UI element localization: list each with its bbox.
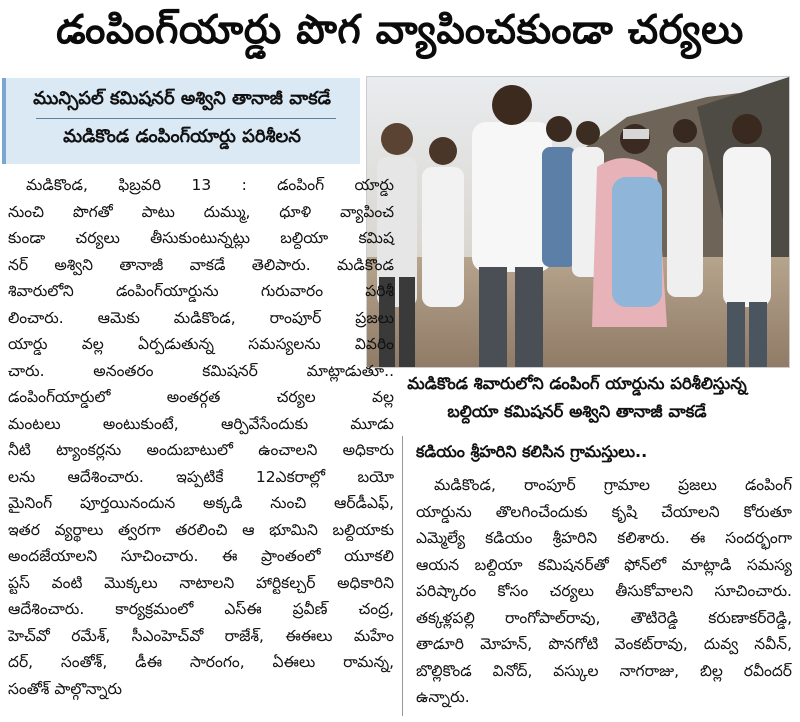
article-line: మైనింగ్ పూర్తయినందున అక్కడి నుంచి ఆర్‌డీఎఫ్, [8,494,394,512]
headline: డంపింగ్‌యార్డు పొగ వ్యాపించకుండా చర్యలు [56,7,744,53]
subhead-divider [36,118,336,119]
article-line: నుంచి పొగతో పాటు దుమ్ము, ధూళి వ్యాపించ [8,202,394,221]
article-line: ఇతర వ్యర్థాలు త్వరగా తరలించి ఆ భూమిని బల్దియాకు [8,520,394,539]
photo-illustration [367,77,789,367]
article-line: పరిష్కారం కోసం చర్యలు తీసుకోవాలని సూచించారు. [416,582,792,600]
article-line: కుండా చర్యలు తీసుకుంటున్నట్లు బల్దియా కమిష [8,229,394,247]
article-line: అందజేయాలని సూచించారు. ఈ ప్రాంతంలో యూకలి [8,547,394,565]
article-line: హెచ్‌వో రమేశ్, సీఎంహెచ్‌వో రాజేశ్, ఈఈలు మహేం [8,626,394,645]
article-right-heading: కడియం శ్రీహరిని కలిసిన గ్రామస్తులు.. [416,442,648,461]
subhead-line-1: మున్సిపల్ కమిషనర్ అశ్విని తానాజీ వాకడే [33,88,331,109]
subhead-box [2,78,360,164]
article-line: మంటలు అంటుకుంటే, ఆర్పివేసేందుకు మూడు [8,414,394,433]
article-line: తాడూరి మోహన్, పొనగోటి వెంకట్‌రావు, దువ్వ నవీన్, [416,635,792,653]
article-line: డంపింగ్‌యార్డులో అంతర్గత చర్యల వల్ల [8,388,394,406]
subhead-line-2: మడికొండ డంపింగ్‌యార్డు పరిశీలన [63,126,301,147]
article-line: తక్కళ్లపల్లి రాంగోపాల్‌రావు, తౌటిరెడ్డి కరుణాకర్‌రెడ్డి, [416,608,792,627]
article-line: శివారులోని డంపింగ్‌యార్డును గురువారం పరిశీ [8,282,394,300]
caption-line-1: మడికొండ శివారులోని డంపింగ్ యార్డును పరిశీలిస్తున్న [407,374,747,393]
news-photo [366,76,790,368]
article-line: నీటి ట్యాంకర్లను అందుబాటులో ఉంచాలని అధికారు [8,441,394,459]
article-line: లించారు. ఆమెకు మడికొండ, రాంపూర్ ప్రజలు [8,308,394,327]
article-line: సంతోశ్ పాల్గొన్నారు [8,679,123,698]
article-line: ఆదేశించారు. కార్యక్రమంలో ఎస్ఈ ప్రవీణ్ చంద్ర, [8,600,394,618]
article-line: నర్ అశ్విని తానాజీ వాకడే తెలిపారు. మడికొండ [8,255,394,274]
article-line: మడికొండ, ఫిబ్రవరి 13 : డంపింగ్ యార్డు [26,176,394,194]
article-line: బొల్లికొండ వినోద్, వస్కుల నాగరాజు, బిల్ల రవీందర్ [416,661,792,680]
article-line: చారు. అనంతరం కమిషనర్ మాట్లాడుతూ.. [8,361,394,380]
article-right-column [416,472,792,711]
photo-caption [366,370,788,430]
article-line: మడికొండ, రాంపూర్ గ్రామాల ప్రజలు డంపింగ్ [434,476,792,494]
article-left-column [8,172,394,702]
article-line: ఎమ్మెల్యే కడియం శ్రీహరిని కలిశారు. ఈ సందర్భంగా [416,529,792,547]
article-line: యార్డు వల్ల ఏర్పడుతున్న సమస్యలను వివరిం [8,335,394,353]
column-divider [402,436,403,716]
article-line: యార్డును తొలగించేందుకు కృషి చేయాలని కోరుతూ [416,502,792,521]
caption-line-2: బల్దియా కమిషనర్ అశ్విని తానాజీ వాకడే [447,402,707,421]
article-line: దర్, సంతోశ్, డీఈ సారంగం, ఏఈలు రామన్న, [8,653,394,671]
article-line: ఆయన బల్దియా కమిషనర్‌తో ఫోన్‌లో మాట్లాడి సమస్య [416,555,792,574]
article-line: ఉన్నారు. [416,688,470,706]
article-line: లను ఆదేశించారు. ఇప్పటికే 12ఎకరాల్లో బయో [8,467,394,486]
article-line: ప్టస్ వంటి మొక్కలు నాటాలని హార్టికల్చర్ అధికారిని [8,573,394,592]
